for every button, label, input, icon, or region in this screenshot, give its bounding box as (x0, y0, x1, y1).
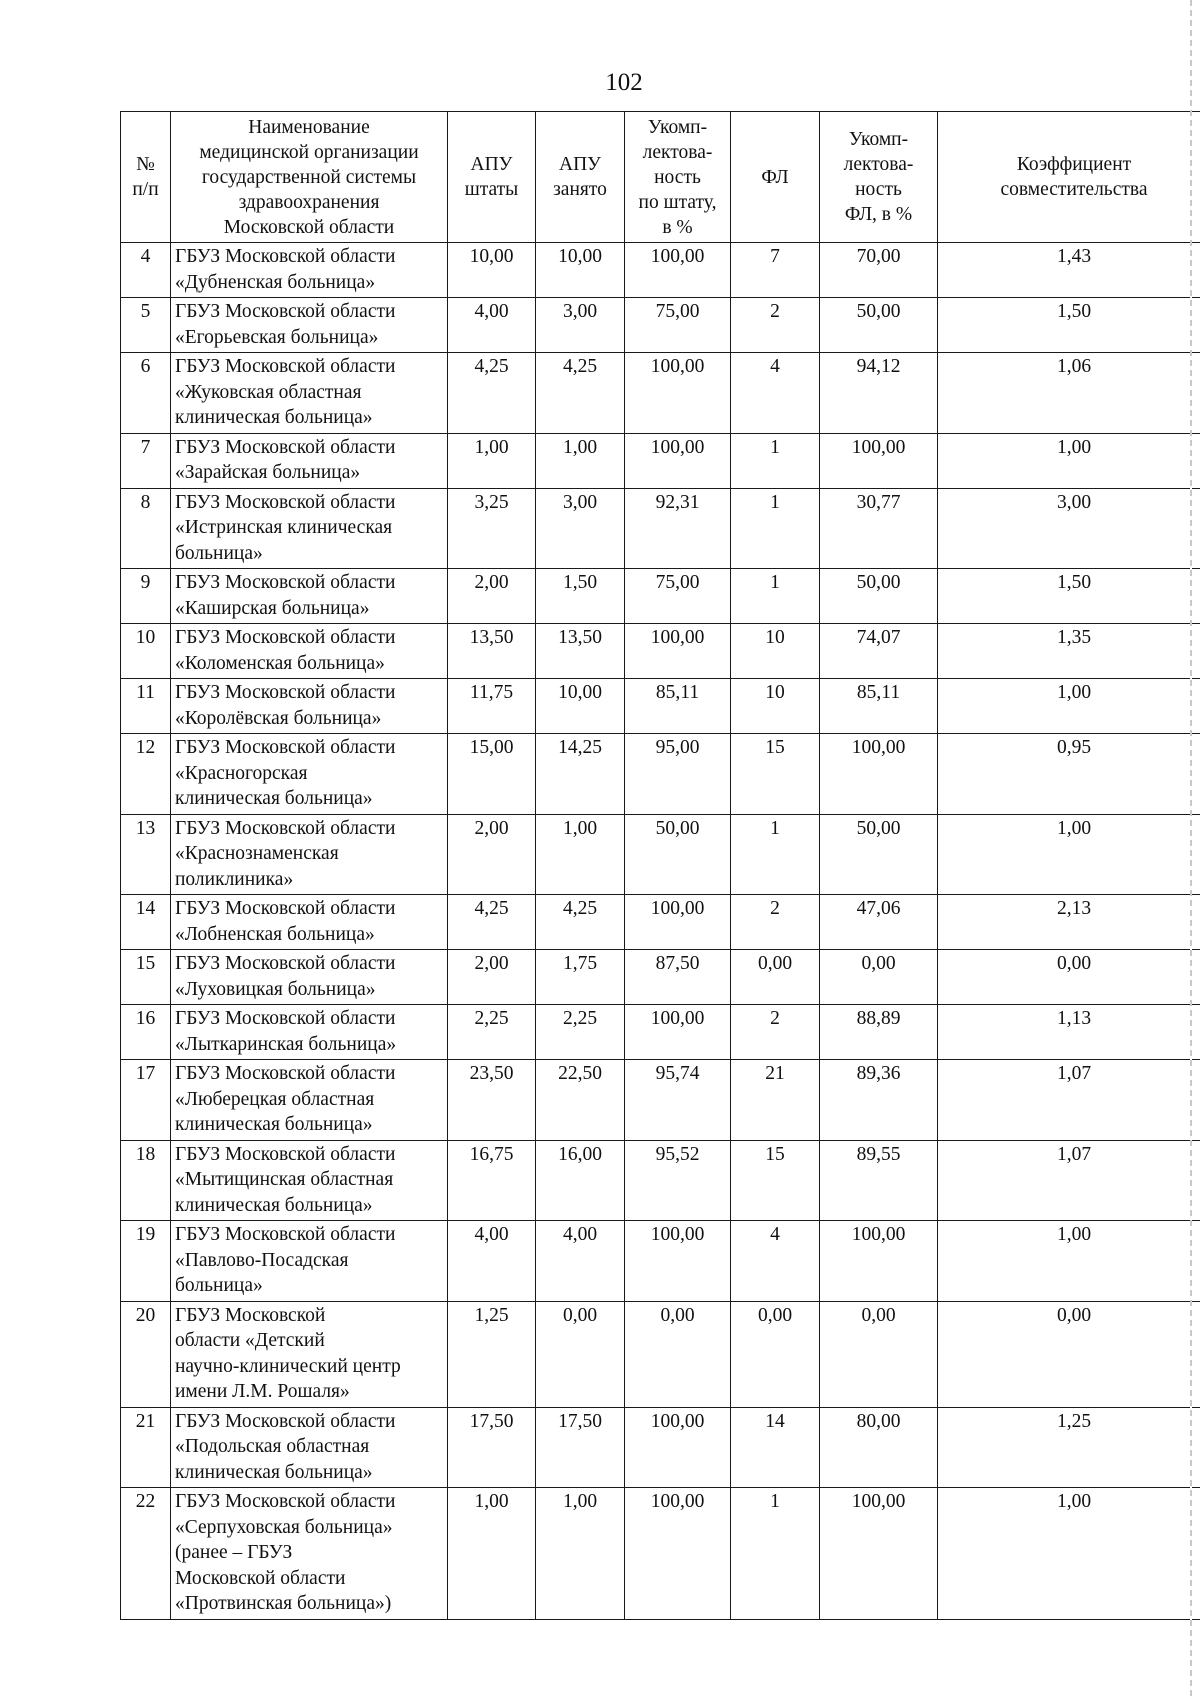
cell-apu-staff: 3,25 (448, 488, 536, 569)
cell-number: 16 (121, 1005, 171, 1060)
cell-apu-occupied: 10,00 (536, 243, 625, 298)
table-row (121, 1221, 1200, 1302)
cell-organization-name: ГБУЗ Московской области «Павлово-Посадская больница» (171, 1221, 448, 1302)
cell-apu-staff: 10,00 (448, 243, 536, 298)
cell-apu-occupied: 4,25 (536, 353, 625, 434)
cell-apu-occupied: 1,75 (536, 950, 625, 1005)
cell-organization-name: ГБУЗ Московской области «Луховицкая больница» (171, 950, 448, 1005)
cell-organization-name: ГБУЗ Московской области «Красногорская клиническая больница» (171, 734, 448, 815)
cell-staffing-level: 100,00 (625, 1407, 731, 1488)
cell-staffing-level: 100,00 (625, 243, 731, 298)
cell-fl: 15 (731, 734, 820, 815)
cell-fl-staffing-level: 70,00 (820, 243, 938, 298)
cell-number: 18 (121, 1140, 171, 1221)
cell-staffing-level: 100,00 (625, 895, 731, 950)
cell-combination-coefficient: 0,00 (938, 1301, 1200, 1407)
table-header-row (121, 112, 1200, 243)
table-row (121, 734, 1200, 815)
cell-fl-staffing-level: 100,00 (820, 1221, 938, 1302)
cell-number: 22 (121, 1488, 171, 1620)
cell-combination-coefficient: 1,43 (938, 243, 1200, 298)
cell-combination-coefficient: 0,00 (938, 950, 1200, 1005)
cell-apu-staff: 2,25 (448, 1005, 536, 1060)
cell-fl: 0,00 (731, 950, 820, 1005)
table-row (121, 1005, 1200, 1060)
table-row (121, 1407, 1200, 1488)
cell-apu-occupied: 14,25 (536, 734, 625, 815)
cell-fl-staffing-level: 47,06 (820, 895, 938, 950)
cell-apu-staff: 15,00 (448, 734, 536, 815)
cell-staffing-level: 75,00 (625, 569, 731, 624)
table-row (121, 243, 1200, 298)
cell-fl-staffing-level: 0,00 (820, 1301, 938, 1407)
cell-fl: 4 (731, 1221, 820, 1302)
cell-organization-name: ГБУЗ Московской области «Дубненская больница» (171, 243, 448, 298)
cell-fl-staffing-level: 89,55 (820, 1140, 938, 1221)
cell-staffing-level: 75,00 (625, 298, 731, 353)
table-row (121, 1060, 1200, 1141)
header-fl-staffing-level: Укомп- лектова- ность ФЛ, в % (820, 112, 938, 243)
scan-edge-decoration (1190, 0, 1192, 1697)
cell-fl-staffing-level: 80,00 (820, 1407, 938, 1488)
cell-fl-staffing-level: 100,00 (820, 433, 938, 488)
cell-number: 10 (121, 624, 171, 679)
cell-apu-staff: 4,25 (448, 353, 536, 434)
cell-combination-coefficient: 1,00 (938, 1221, 1200, 1302)
cell-apu-staff: 4,25 (448, 895, 536, 950)
cell-staffing-level: 100,00 (625, 433, 731, 488)
cell-apu-occupied: 1,00 (536, 814, 625, 895)
cell-staffing-level: 85,11 (625, 679, 731, 734)
cell-staffing-level: 100,00 (625, 1488, 731, 1620)
cell-organization-name: ГБУЗ Московской области «Каширская больница» (171, 569, 448, 624)
page-number: 102 (605, 69, 643, 96)
cell-staffing-level: 95,52 (625, 1140, 731, 1221)
cell-fl-staffing-level: 30,77 (820, 488, 938, 569)
cell-fl: 15 (731, 1140, 820, 1221)
cell-organization-name: ГБУЗ Московской области «Лыткаринская больница» (171, 1005, 448, 1060)
cell-staffing-level: 92,31 (625, 488, 731, 569)
cell-apu-staff: 4,00 (448, 1221, 536, 1302)
cell-fl-staffing-level: 74,07 (820, 624, 938, 679)
cell-organization-name: ГБУЗ Московской области «Лобненская больница» (171, 895, 448, 950)
cell-fl: 10 (731, 679, 820, 734)
cell-fl: 10 (731, 624, 820, 679)
cell-combination-coefficient: 1,35 (938, 624, 1200, 679)
cell-apu-occupied: 2,25 (536, 1005, 625, 1060)
cell-fl-staffing-level: 88,89 (820, 1005, 938, 1060)
cell-apu-staff: 13,50 (448, 624, 536, 679)
cell-organization-name: ГБУЗ Московской области «Краснознаменская поликлиника» (171, 814, 448, 895)
cell-fl-staffing-level: 100,00 (820, 1488, 938, 1620)
cell-apu-occupied: 16,00 (536, 1140, 625, 1221)
cell-apu-staff: 2,00 (448, 950, 536, 1005)
cell-fl-staffing-level: 100,00 (820, 734, 938, 815)
cell-apu-occupied: 1,00 (536, 433, 625, 488)
cell-apu-occupied: 3,00 (536, 298, 625, 353)
cell-fl-staffing-level: 89,36 (820, 1060, 938, 1141)
cell-organization-name: ГБУЗ Московской области «Детский научно-клинический центр имени Л.М. Рошаля» (171, 1301, 448, 1407)
cell-combination-coefficient: 1,00 (938, 679, 1200, 734)
cell-number: 13 (121, 814, 171, 895)
cell-apu-staff: 2,00 (448, 814, 536, 895)
cell-apu-staff: 23,50 (448, 1060, 536, 1141)
cell-fl-staffing-level: 94,12 (820, 353, 938, 434)
table-body (121, 243, 1200, 1620)
table-row (121, 895, 1200, 950)
cell-fl-staffing-level: 50,00 (820, 814, 938, 895)
staffing-table (120, 111, 1200, 1620)
cell-apu-occupied: 4,00 (536, 1221, 625, 1302)
cell-fl: 2 (731, 895, 820, 950)
cell-organization-name: ГБУЗ Московской области «Подольская областная клиническая больница» (171, 1407, 448, 1488)
cell-apu-occupied: 10,00 (536, 679, 625, 734)
table-row (121, 298, 1200, 353)
table-row (121, 1488, 1200, 1620)
header-combination-coefficient: Коэффициент совместительства (938, 112, 1200, 243)
cell-combination-coefficient: 1,00 (938, 1488, 1200, 1620)
cell-fl-staffing-level: 50,00 (820, 298, 938, 353)
cell-number: 12 (121, 734, 171, 815)
cell-staffing-level: 100,00 (625, 353, 731, 434)
table-row (121, 353, 1200, 434)
cell-apu-occupied: 17,50 (536, 1407, 625, 1488)
cell-fl: 1 (731, 433, 820, 488)
cell-apu-occupied: 1,50 (536, 569, 625, 624)
cell-organization-name: ГБУЗ Московской области «Коломенская больница» (171, 624, 448, 679)
cell-staffing-level: 0,00 (625, 1301, 731, 1407)
cell-number: 14 (121, 895, 171, 950)
cell-fl: 2 (731, 298, 820, 353)
cell-apu-staff: 1,00 (448, 1488, 536, 1620)
cell-combination-coefficient: 2,13 (938, 895, 1200, 950)
header-apu-staff: АПУ штаты (448, 112, 536, 243)
cell-combination-coefficient: 1,50 (938, 569, 1200, 624)
cell-organization-name: ГБУЗ Московской области «Жуковская областная клиническая больница» (171, 353, 448, 434)
cell-fl-staffing-level: 50,00 (820, 569, 938, 624)
cell-combination-coefficient: 1,25 (938, 1407, 1200, 1488)
cell-combination-coefficient: 1,13 (938, 1005, 1200, 1060)
cell-fl: 2 (731, 1005, 820, 1060)
cell-number: 19 (121, 1221, 171, 1302)
cell-combination-coefficient: 1,07 (938, 1140, 1200, 1221)
cell-apu-staff: 4,00 (448, 298, 536, 353)
cell-organization-name: ГБУЗ Московской области «Истринская клиническая больница» (171, 488, 448, 569)
header-number: № п/п (121, 112, 171, 243)
cell-combination-coefficient: 1,06 (938, 353, 1200, 434)
cell-fl: 1 (731, 814, 820, 895)
cell-fl: 7 (731, 243, 820, 298)
table-row (121, 433, 1200, 488)
cell-number: 4 (121, 243, 171, 298)
cell-combination-coefficient: 0,95 (938, 734, 1200, 815)
cell-combination-coefficient: 1,50 (938, 298, 1200, 353)
cell-apu-staff: 1,00 (448, 433, 536, 488)
cell-fl-staffing-level: 0,00 (820, 950, 938, 1005)
cell-apu-staff: 1,25 (448, 1301, 536, 1407)
cell-organization-name: ГБУЗ Московской области «Серпуховская больница» (ранее – ГБУЗ Московской области «Протвинская больница») (171, 1488, 448, 1620)
cell-staffing-level: 100,00 (625, 1005, 731, 1060)
cell-fl: 21 (731, 1060, 820, 1141)
cell-organization-name: ГБУЗ Московской области «Люберецкая областная клиническая больница» (171, 1060, 448, 1141)
cell-staffing-level: 87,50 (625, 950, 731, 1005)
cell-fl: 0,00 (731, 1301, 820, 1407)
cell-staffing-level: 95,74 (625, 1060, 731, 1141)
cell-staffing-level: 50,00 (625, 814, 731, 895)
cell-apu-staff: 2,00 (448, 569, 536, 624)
cell-apu-occupied: 22,50 (536, 1060, 625, 1141)
cell-apu-staff: 16,75 (448, 1140, 536, 1221)
cell-fl: 1 (731, 569, 820, 624)
table-row (121, 814, 1200, 895)
cell-apu-occupied: 0,00 (536, 1301, 625, 1407)
cell-fl: 1 (731, 488, 820, 569)
cell-apu-staff: 11,75 (448, 679, 536, 734)
table-row (121, 1301, 1200, 1407)
cell-combination-coefficient: 1,07 (938, 1060, 1200, 1141)
table-header (121, 112, 1200, 243)
cell-apu-staff: 17,50 (448, 1407, 536, 1488)
cell-number: 21 (121, 1407, 171, 1488)
table-row (121, 1140, 1200, 1221)
cell-number: 9 (121, 569, 171, 624)
cell-fl: 14 (731, 1407, 820, 1488)
table-row (121, 679, 1200, 734)
table-row (121, 569, 1200, 624)
cell-number: 5 (121, 298, 171, 353)
cell-number: 8 (121, 488, 171, 569)
table-row (121, 950, 1200, 1005)
cell-fl: 1 (731, 1488, 820, 1620)
header-organization-name: Наименование медицинской организации государственной системы здравоохранения Московской области (171, 112, 448, 243)
cell-apu-occupied: 3,00 (536, 488, 625, 569)
cell-staffing-level: 100,00 (625, 1221, 731, 1302)
cell-fl: 4 (731, 353, 820, 434)
cell-combination-coefficient: 1,00 (938, 814, 1200, 895)
table-row (121, 624, 1200, 679)
cell-apu-occupied: 1,00 (536, 1488, 625, 1620)
cell-fl-staffing-level: 85,11 (820, 679, 938, 734)
cell-number: 11 (121, 679, 171, 734)
cell-apu-occupied: 4,25 (536, 895, 625, 950)
cell-organization-name: ГБУЗ Московской области «Мытищинская областная клиническая больница» (171, 1140, 448, 1221)
header-apu-occupied: АПУ занято (536, 112, 625, 243)
cell-apu-occupied: 13,50 (536, 624, 625, 679)
cell-number: 7 (121, 433, 171, 488)
cell-organization-name: ГБУЗ Московской области «Зарайская больница» (171, 433, 448, 488)
cell-organization-name: ГБУЗ Московской области «Егорьевская больница» (171, 298, 448, 353)
cell-number: 17 (121, 1060, 171, 1141)
cell-combination-coefficient: 1,00 (938, 433, 1200, 488)
table-row (121, 488, 1200, 569)
header-fl: ФЛ (731, 112, 820, 243)
cell-staffing-level: 100,00 (625, 624, 731, 679)
cell-number: 15 (121, 950, 171, 1005)
cell-number: 20 (121, 1301, 171, 1407)
cell-number: 6 (121, 353, 171, 434)
cell-combination-coefficient: 3,00 (938, 488, 1200, 569)
header-staffing-level: Укомп- лектова- ность по штату, в % (625, 112, 731, 243)
cell-staffing-level: 95,00 (625, 734, 731, 815)
cell-organization-name: ГБУЗ Московской области «Королёвская больница» (171, 679, 448, 734)
